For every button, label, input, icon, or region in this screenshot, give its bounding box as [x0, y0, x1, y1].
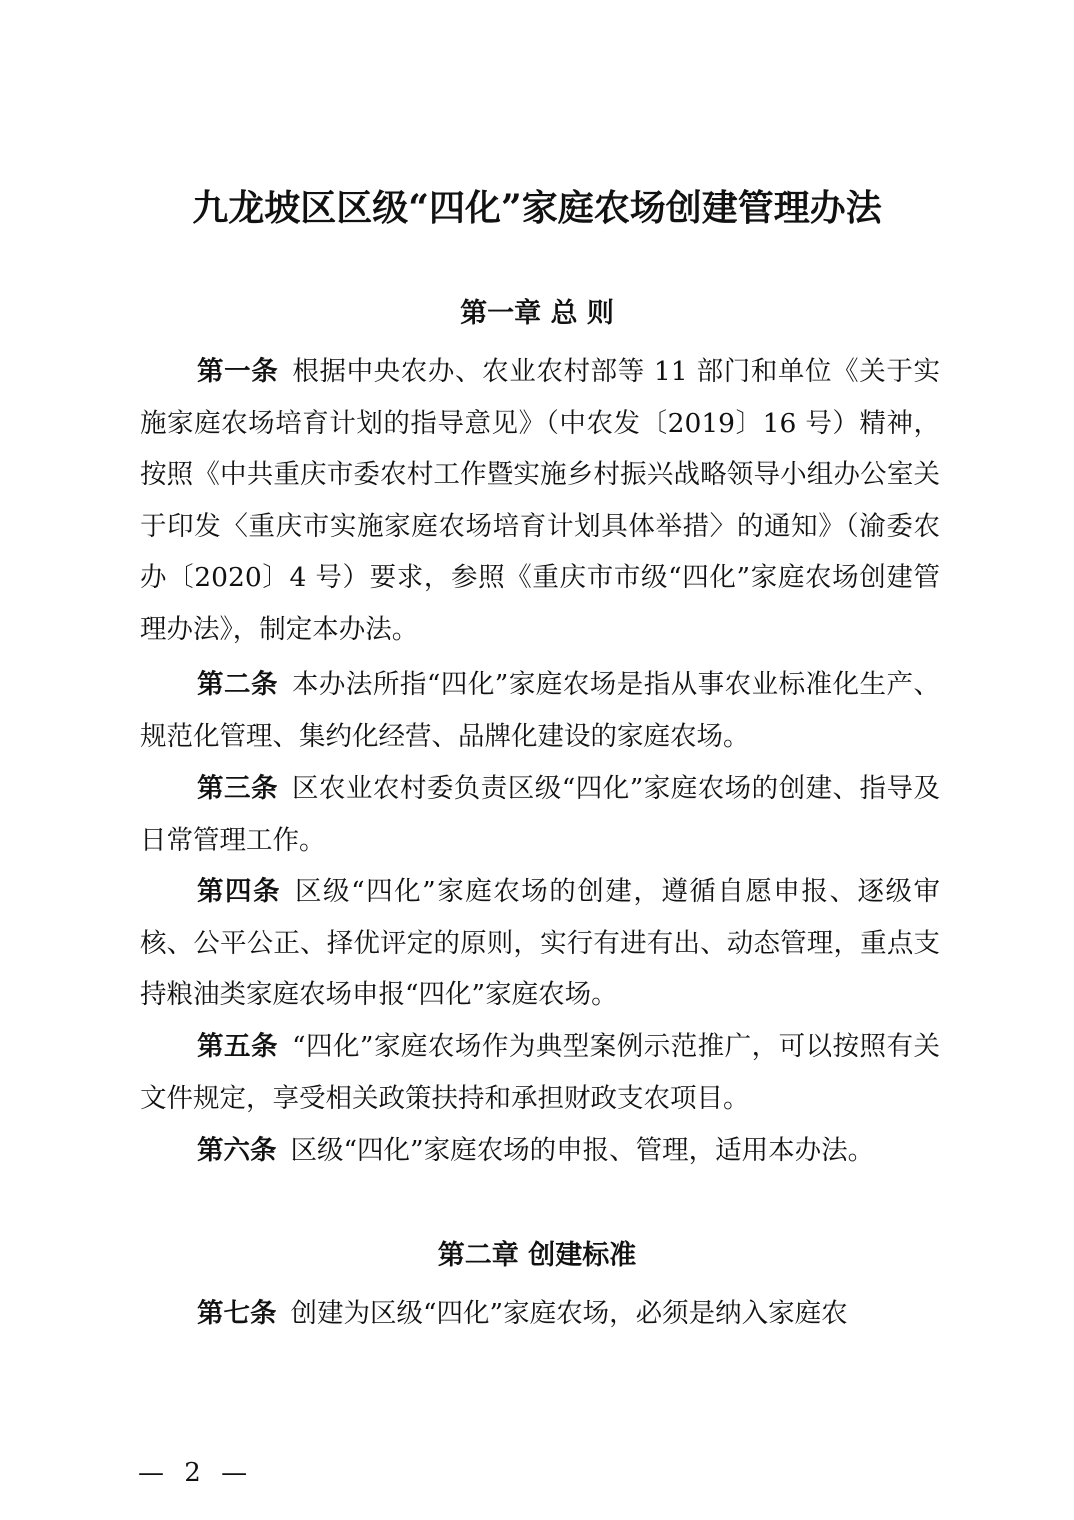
article-text: 本办法所指“四化”家庭农场是指从事农业标准化生产、规范化管理、集约化经营、品牌化建设的家庭农场。 — [140, 669, 940, 752]
chapter-heading-2: 第二章 创建标准 — [437, 1240, 637, 1271]
article-label: 第一条 — [197, 356, 279, 387]
article-text: 根据中央农办、农业农村部等 11 部门和单位《关于实施家庭农场培育计划的指导意见》（中农发〔2019〕16 号）精神，按照《中共重庆市委农村工作暨实施乡村振兴战略领导小组办公室关于印发〈重庆市实施家庭农场培育计划具体举措〉的通知》（渝委农办〔2020〕4 号）要求，参照《重庆市市级“四化”家庭农场创建管理办法》，制定本办法。 — [140, 356, 940, 645]
article-text: 区级“四化”家庭农场的申报、管理，适用本办法。 — [290, 1135, 875, 1166]
article-4 — [140, 866, 940, 1021]
article-label: 第六条 — [197, 1135, 277, 1166]
article-text: 区级“四化”家庭农场的创建，遵循自愿申报、逐级审核、公平公正、择优评定的原则，实行有进有出、动态管理，重点支持粮油类家庭农场申报“四化”家庭农场。 — [140, 876, 940, 1010]
chapter-heading-1: 第一章 总 则 — [460, 298, 614, 329]
article-label: 第三条 — [197, 773, 278, 804]
article-7 — [140, 1288, 940, 1340]
article-label: 第二条 — [197, 669, 278, 700]
article-text: 区农业农村委负责区级“四化”家庭农场的创建、指导及日常管理工作。 — [140, 773, 940, 856]
article-2 — [140, 659, 940, 762]
article-label: 第四条 — [197, 876, 282, 907]
page-number: — 2 — — [138, 1458, 254, 1488]
article-5 — [140, 1021, 940, 1124]
article-3 — [140, 763, 940, 866]
document-title: 九龙坡区区级“四化”家庭农场创建管理办法 — [192, 187, 882, 229]
article-text: 创建为区级“四化”家庭农场，必须是纳入家庭农 — [290, 1298, 848, 1329]
article-label: 第五条 — [197, 1031, 278, 1062]
article-label: 第七条 — [197, 1298, 277, 1329]
article-1 — [140, 346, 940, 655]
article-text: “四化”家庭农场作为典型案例示范推广，可以按照有关文件规定，享受相关政策扶持和承担财政支农项目。 — [140, 1031, 940, 1114]
article-6 — [140, 1125, 940, 1177]
